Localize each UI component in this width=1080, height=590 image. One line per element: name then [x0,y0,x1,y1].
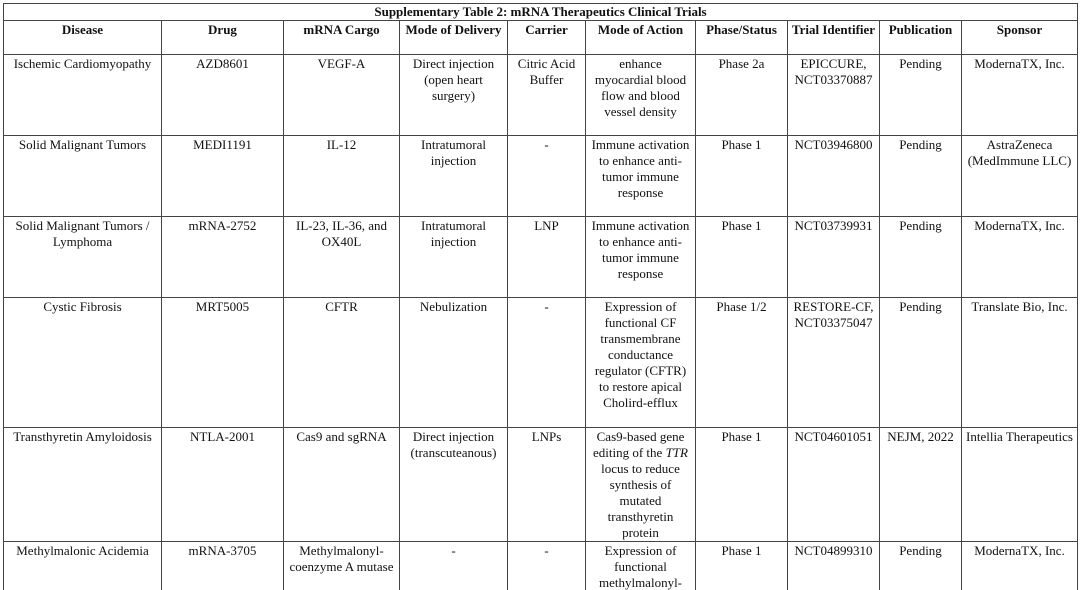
cell-carrier: - [508,298,586,428]
cell-mode-of-action: Expression of functional CF transmembrane conductance regulator (CFTR) to restore apical Cholird-efflux [586,298,696,428]
cell-drug: NTLA-2001 [162,428,284,542]
header-drug: Drug [162,21,284,55]
cell-mode-of-action [586,428,696,542]
cell-publication: Pending [880,55,962,136]
cell-mode-of-delivery: Direct injection (open heart surgery) [400,55,508,136]
cell-mode-of-delivery: Intratumoral injection [400,217,508,298]
cell-mode-of-action: enhance myocardial blood flow and blood vessel density [586,55,696,136]
header-publication: Publication [880,21,962,55]
cell-mode-of-action: Immune activation to enhance anti-tumor immune response [586,136,696,217]
cell-disease: Ischemic Cardiomyopathy [4,55,162,136]
header-carrier: Carrier [508,21,586,55]
cell-trial-identifier: NCT04601051 [788,428,880,542]
table-row [4,298,1078,428]
action-text-pre: Cas9-based gene editing of the [593,429,685,460]
cell-phase-status: Phase 1 [696,136,788,217]
cell-sponsor: ModernaTX, Inc. [962,542,1078,590]
header-mrna-cargo: mRNA Cargo [284,21,400,55]
table-caption: Supplementary Table 2: mRNA Therapeutics Clinical Trials [3,3,1078,20]
cell-publication: NEJM, 2022 [880,428,962,542]
cell-phase-status: Phase 1 [696,217,788,298]
cell-disease: Cystic Fibrosis [4,298,162,428]
cell-sponsor: AstraZeneca (MedImmune LLC) [962,136,1078,217]
cell-drug: AZD8601 [162,55,284,136]
cell-mode-of-action: Expression of functional methylmalonyl- [586,542,696,590]
cell-trial-identifier: NCT03946800 [788,136,880,217]
cell-drug: mRNA-3705 [162,542,284,590]
cell-trial-identifier: NCT03739931 [788,217,880,298]
cell-disease: Transthyretin Amyloidosis [4,428,162,542]
cell-mode-of-action: Immune activation to enhance anti-tumor immune response [586,217,696,298]
cell-carrier: - [508,136,586,217]
cell-carrier: LNPs [508,428,586,542]
action-text-gene-italic: TTR [665,445,688,460]
cell-publication: Pending [880,298,962,428]
cell-mrna-cargo: IL-12 [284,136,400,217]
cell-phase-status: Phase 1 [696,542,788,590]
header-row [4,21,1078,55]
cell-publication: Pending [880,542,962,590]
header-mode-of-delivery: Mode of Delivery [400,21,508,55]
header-disease: Disease [4,21,162,55]
header-trial-identifier: Trial Identifier [788,21,880,55]
cell-carrier: Citric Acid Buffer [508,55,586,136]
cell-sponsor: Intellia Therapeutics [962,428,1078,542]
cell-mode-of-delivery: Intratumoral injection [400,136,508,217]
clinical-trials-table [3,3,1078,590]
cell-trial-identifier: NCT04899310 [788,542,880,590]
table-row [4,428,1078,542]
cell-phase-status: Phase 1/2 [696,298,788,428]
cell-disease: Methylmalonic Acidemia [4,542,162,590]
cell-trial-identifier: RESTORE-CF, NCT03375047 [788,298,880,428]
cell-phase-status: Phase 1 [696,428,788,542]
cell-drug: mRNA-2752 [162,217,284,298]
action-text-post: locus to reduce synthesis of mutated transthyretin protein [601,461,680,540]
cell-trial-identifier: EPICCURE, NCT03370887 [788,55,880,136]
cell-publication: Pending [880,136,962,217]
header-mode-of-action: Mode of Action [586,21,696,55]
header-phase-status: Phase/Status [696,21,788,55]
cell-mrna-cargo: VEGF-A [284,55,400,136]
cell-mrna-cargo: CFTR [284,298,400,428]
cell-sponsor: Translate Bio, Inc. [962,298,1078,428]
cell-drug: MEDI1191 [162,136,284,217]
table-row [4,136,1078,217]
cell-mode-of-delivery: Nebulization [400,298,508,428]
cell-disease: Solid Malignant Tumors [4,136,162,217]
cell-mrna-cargo: Methylmalonyl-coenzyme A mutase [284,542,400,590]
cell-mode-of-delivery: Direct injection (transcuteanous) [400,428,508,542]
cell-sponsor: ModernaTX, Inc. [962,217,1078,298]
cell-mode-of-delivery: - [400,542,508,590]
table-row [4,55,1078,136]
cell-disease: Solid Malignant Tumors / Lymphoma [4,217,162,298]
cell-carrier: - [508,542,586,590]
cell-mrna-cargo: IL-23, IL-36, and OX40L [284,217,400,298]
table-row [4,542,1078,590]
cell-mrna-cargo: Cas9 and sgRNA [284,428,400,542]
table-row [4,217,1078,298]
header-sponsor: Sponsor [962,21,1078,55]
cell-phase-status: Phase 2a [696,55,788,136]
cell-carrier: LNP [508,217,586,298]
cell-sponsor: ModernaTX, Inc. [962,55,1078,136]
cell-drug: MRT5005 [162,298,284,428]
cell-publication: Pending [880,217,962,298]
